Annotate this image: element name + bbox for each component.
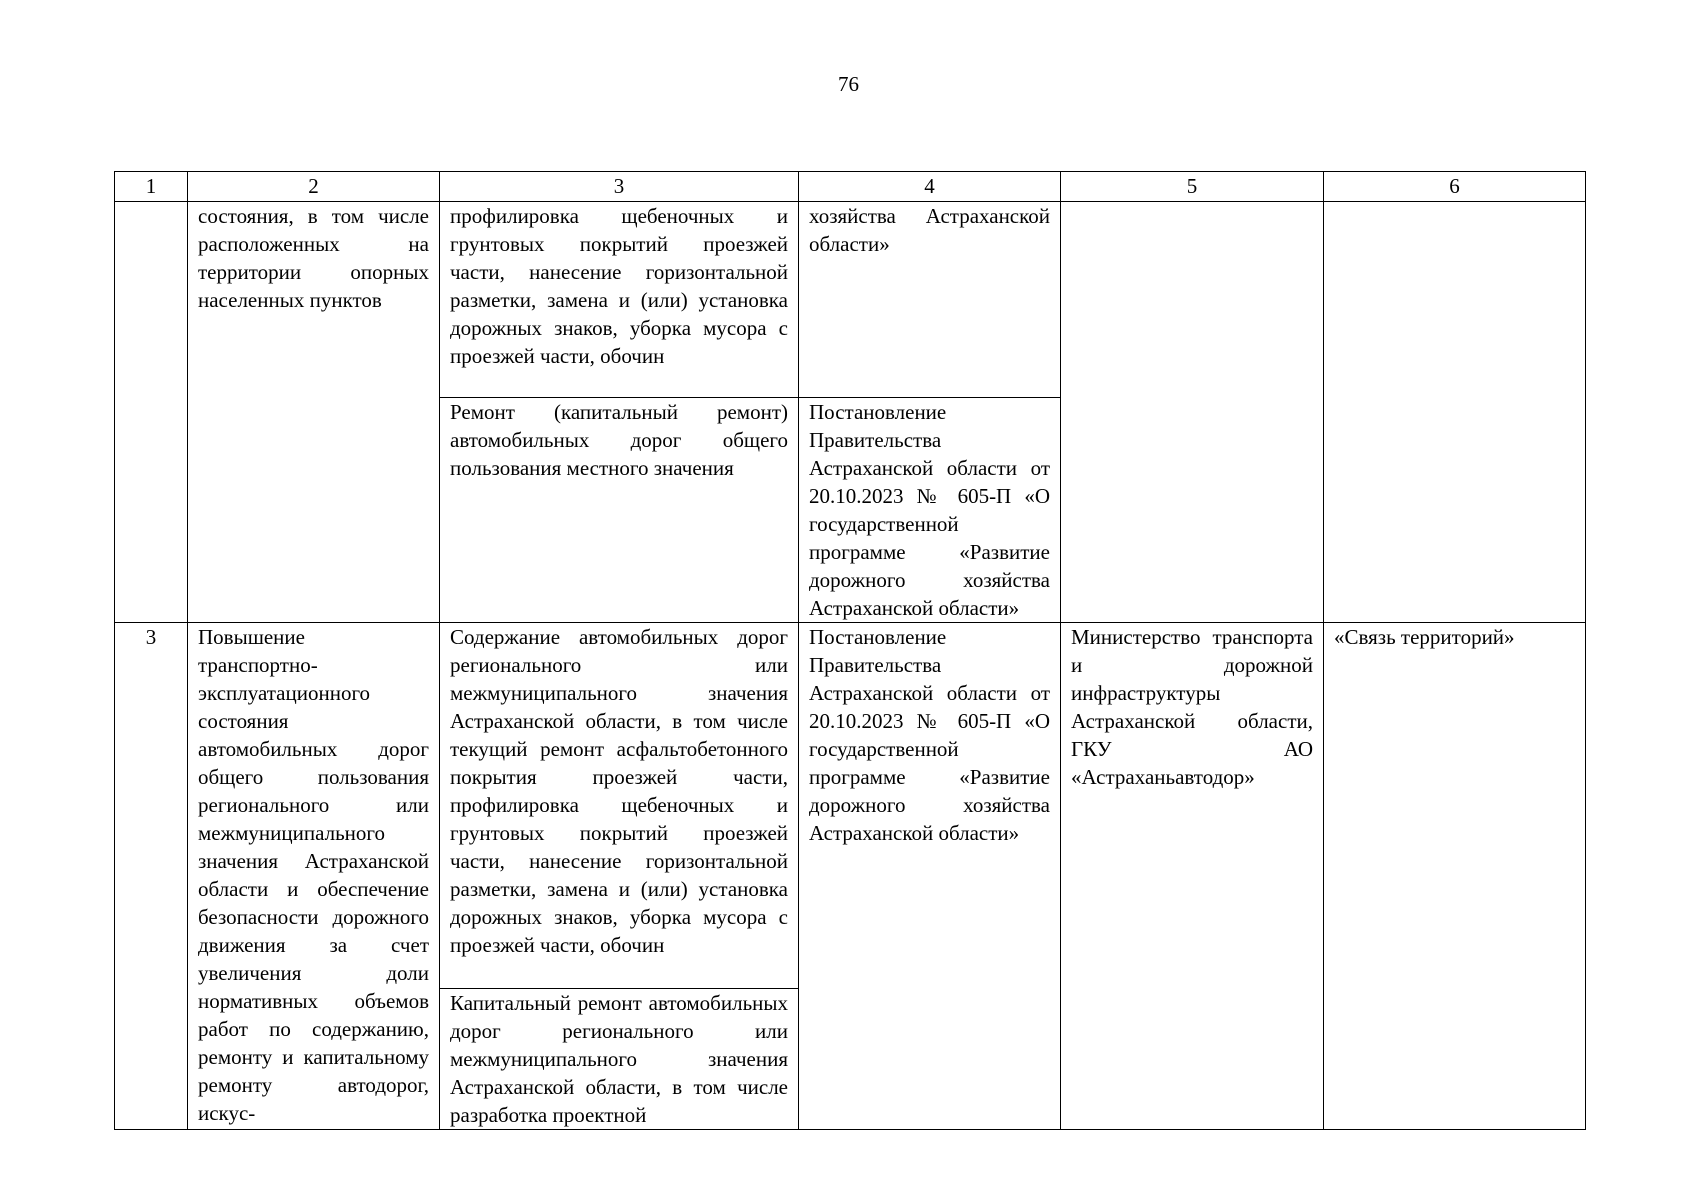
header-cell-6: 6 xyxy=(1324,172,1586,202)
header-cell-3: 3 xyxy=(440,172,799,202)
header-cell-1: 1 xyxy=(115,172,188,202)
cell-project: «Связь территорий» xyxy=(1324,623,1586,1130)
cell-project xyxy=(1324,202,1586,623)
cell-legal-act: Постановление Правительства Астраханской области от 20.10.2023 № 605-П «О государственной программе «Развитие дорожного хозяйства Астраханской области» xyxy=(799,623,1061,1130)
cell-measure: профилировка щебеночных и грунтовых покрытий проезжей части, нанесение горизонтальной разметки, замена и (или) установка дорожных знаков, уборка мусора с проезжей части, обочин xyxy=(440,202,799,398)
cell-legal-act: Постановление Правительства Астраханской области от 20.10.2023 № 605-П «О государственной программе «Развитие дорожного хозяйства Астраханской области» xyxy=(799,398,1061,623)
header-cell-2: 2 xyxy=(188,172,440,202)
cell-measure: Ремонт (капитальный ремонт) автомобильных дорог общего пользования местного значения xyxy=(440,398,799,623)
cell-measure: Капитальный ремонт автомобильных дорог регионального или межмуниципального значения Астраханской области, в том числе разработка проектной xyxy=(440,989,799,1130)
cell-measure: Содержание автомобильных дорог регионального или межмуниципального значения Астраханской области, в том числе текущий ремонт асфальтобетонного покрытия проезжей части, профилировка щебеночных и грунтовых покрытий проезжей части, нанесение горизонтальной разметки, замена и (или) установка дорожных знаков, уборка мусора с проезжей части, обочин xyxy=(440,623,799,989)
document-table xyxy=(114,171,1586,1130)
header-cell-5: 5 xyxy=(1061,172,1324,202)
cell-objective: Повышение транспортно-эксплуатационного состояния автомобильных дорог общего пользования регионального или межмуниципального значения Астраханской области и обеспечение безопасности дорожного движения за счет увеличения доли нормативных объемов работ по содержанию, ремонту и капитальному ремонту автодорог, искус- xyxy=(188,623,440,1130)
table-row xyxy=(115,623,1586,989)
page-number: 76 xyxy=(838,72,859,96)
header-row xyxy=(115,172,1586,202)
header-cell-4: 4 xyxy=(799,172,1061,202)
cell-objective: состояния, в том числе расположенных на территории опорных населенных пунктов xyxy=(188,202,440,623)
table-row xyxy=(115,202,1586,398)
cell-number xyxy=(115,202,188,623)
cell-responsible: Министерство транспорта и дорожной инфраструктуры Астраханской области, ГКУ АО «Астраханьавтодор» xyxy=(1061,623,1324,1130)
cell-legal-act: хозяйства Астраханской области» xyxy=(799,202,1061,398)
cell-number: 3 xyxy=(115,623,188,1130)
cell-responsible xyxy=(1061,202,1324,623)
